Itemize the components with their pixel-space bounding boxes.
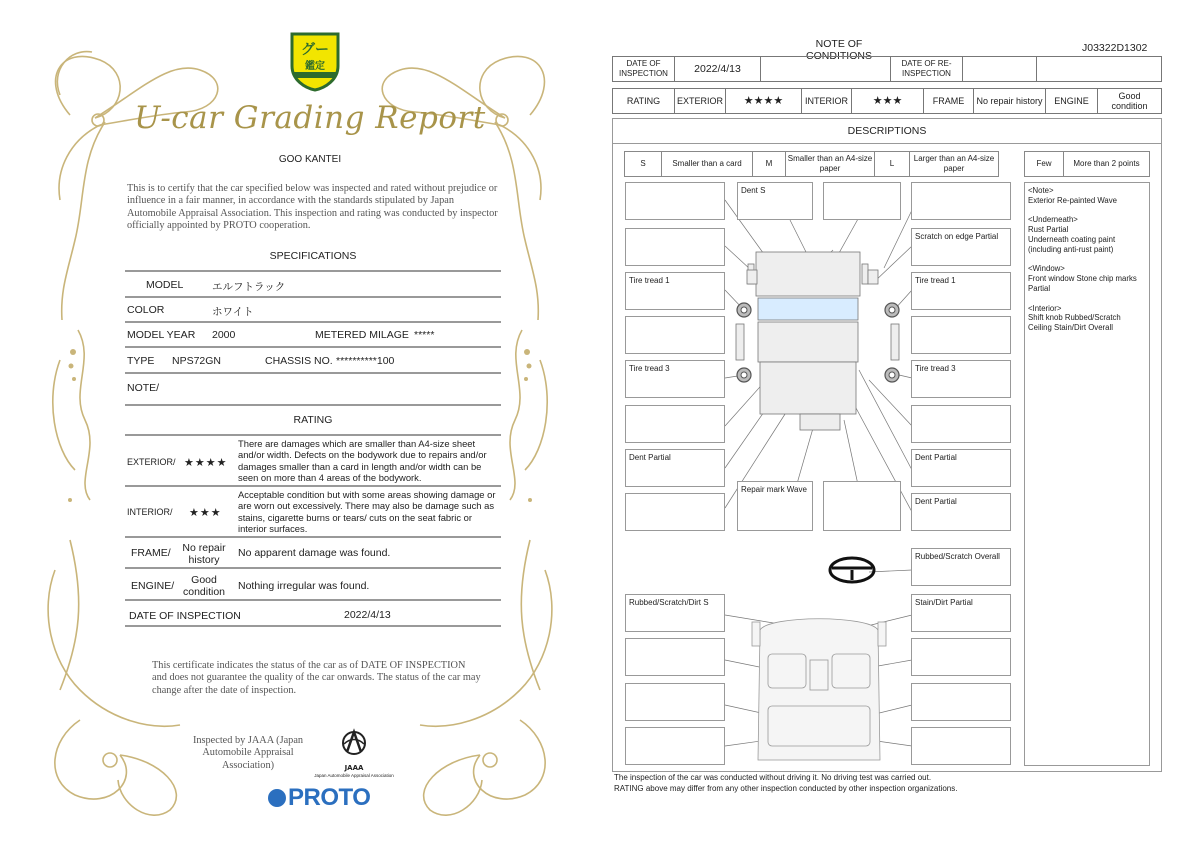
notes-line: <Underneath>	[1028, 215, 1078, 225]
goo-kantei-badge-icon	[287, 30, 343, 92]
legend-l-desc: Larger than an A4-size paper	[909, 151, 999, 177]
specifications-heading: SPECIFICATIONS	[269, 250, 357, 262]
condition-box-dent-partial-left: Dent Partial	[625, 449, 725, 487]
certificate-footer-note: This certificate indicates the status of the car as of DATE OF INSPECTION and does not guarantee the quality of the car onwards. The status of the car may change after the date of inspection.	[152, 660, 481, 696]
type-label: TYPE	[127, 355, 155, 367]
divider	[125, 599, 501, 601]
notes-line	[1028, 206, 1146, 216]
condition-box-stain-dirt: Stain/Dirt Partial	[911, 594, 1011, 632]
note-code: J03322D1302	[1082, 42, 1148, 54]
notes-line: Underneath coating paint	[1028, 234, 1116, 244]
legend-m: M	[752, 151, 786, 177]
condition-box	[625, 405, 725, 443]
jaaa-logo-icon	[338, 728, 370, 772]
divider	[125, 270, 501, 272]
notes-line: Shift knob Rubbed/Scratch	[1028, 313, 1121, 323]
divider	[125, 434, 501, 436]
exterior-label: EXTERIOR	[675, 89, 726, 114]
divider	[125, 536, 501, 538]
condition-box	[911, 727, 1011, 765]
frame-label: FRAME/	[131, 547, 171, 559]
condition-box-repair-mark: Repair mark Wave	[737, 481, 813, 531]
model-value: エルフトラック	[212, 281, 286, 293]
note-of-conditions	[604, 0, 1200, 848]
mileage-label: METERED MILAGE	[315, 329, 409, 341]
legend-s-desc: Smaller than a card	[661, 151, 753, 177]
rating-heading: RATING	[293, 414, 333, 426]
condition-box	[625, 228, 725, 266]
exterior-label: EXTERIOR/	[127, 457, 176, 467]
exterior-stars: ★★★★	[184, 457, 228, 469]
certificate-subtitle: GOO KANTEI	[278, 154, 342, 165]
condition-box-tire-tread-1-left: Tire tread 1	[625, 272, 725, 310]
svg-text:鑑定: 鑑定	[305, 61, 325, 72]
interior-description: Acceptable condition but with some areas showing damage or are worn out excessively. There may also be damage such as stains, cigarette burns or tears/ cuts on the seat fabric or interior surfaces.	[238, 489, 496, 535]
divider	[125, 404, 501, 406]
divider	[125, 372, 501, 374]
inspected-by: Inspected by JAAA (Japan Automobile Appraisal Association)	[192, 735, 304, 771]
legend-few: Few	[1024, 151, 1064, 177]
condition-box	[625, 182, 725, 220]
notes-line: (including anti-rust paint)	[1028, 244, 1114, 254]
frame-value: No repair history	[182, 542, 226, 566]
exterior-description: There are damages which are smaller than A4-size sheet and/or width. Defects on the bodywork due to repairs and/or damages smaller than a card in length and/or width can be seen on more than 4 areas of the bodywork.	[238, 438, 487, 484]
jaaa-logo-text: JAAA	[344, 764, 364, 772]
notes-line: Exterior Re-painted Wave	[1028, 195, 1117, 205]
notes-line: Ceiling Stain/Dirt Overall	[1028, 323, 1113, 333]
descriptions-heading: DESCRIPTIONS	[612, 118, 1162, 144]
condition-box-tire-tread-3-right: Tire tread 3	[911, 360, 1011, 398]
condition-box	[823, 182, 901, 220]
condition-box	[911, 683, 1011, 721]
color-label: COLOR	[127, 304, 165, 316]
date-of-reinspection-label: DATE OF RE-INSPECTION	[891, 57, 963, 82]
chassis-value: **********100	[336, 355, 395, 367]
engine-description: Nothing irregular was found.	[238, 580, 370, 592]
frame-label: FRAME	[924, 89, 974, 114]
divider	[125, 485, 501, 487]
condition-box-tire-tread-3-left: Tire tread 3	[625, 360, 725, 398]
legend-few-desc: More than 2 points	[1063, 151, 1150, 177]
note-label: NOTE/	[127, 382, 160, 394]
condition-box	[625, 683, 725, 721]
condition-box	[911, 638, 1011, 676]
proto-mark-icon	[268, 789, 286, 807]
certificate-title: U-car Grading Report	[134, 100, 486, 136]
proto-logo: PROTO	[268, 784, 370, 812]
exterior-stars: ★★★★	[726, 89, 802, 114]
notes-line: Front window Stone chip marks	[1028, 274, 1137, 284]
condition-box-dent-partial-right-2: Dent Partial	[911, 493, 1011, 531]
note-title: NOTE OF CONDITIONS	[806, 38, 872, 62]
condition-box-tire-tread-1-right: Tire tread 1	[911, 272, 1011, 310]
condition-box-dent-s: Dent S	[737, 182, 813, 220]
condition-box-rubbed-scratch-dirt: Rubbed/Scratch/Dirt S	[625, 594, 725, 632]
interior-label: INTERIOR	[802, 89, 852, 114]
divider	[125, 321, 501, 323]
type-value: NPS72GN	[172, 355, 222, 367]
legend-s: S	[624, 151, 662, 177]
condition-box-scratch-edge: Scratch on edge Partial	[911, 228, 1011, 266]
color-value: ホワイト	[212, 306, 254, 318]
notes-line: Partial	[1028, 283, 1051, 293]
condition-box	[911, 316, 1011, 354]
svg-text:グー: グー	[301, 42, 329, 58]
frame-description: No apparent damage was found.	[238, 547, 391, 559]
legend-m-desc: Smaller than an A4-size paper	[785, 151, 875, 177]
date-of-inspection-label: DATE OF INSPECTION	[613, 57, 675, 82]
date-of-inspection-value: 2022/4/13	[675, 57, 761, 82]
model-label: MODEL	[146, 279, 184, 291]
jaaa-caption: Japan Automobile Appraisal Association	[314, 773, 394, 778]
notes-line: Rust Partial	[1028, 225, 1069, 235]
divider	[125, 625, 501, 627]
engine-value: Good condition	[1098, 89, 1162, 114]
date-of-inspection-label: DATE OF INSPECTION	[129, 610, 241, 622]
condition-box	[823, 481, 901, 531]
condition-box	[625, 493, 725, 531]
mileage-value: *****	[414, 329, 435, 341]
model-year-label: MODEL YEAR	[127, 329, 196, 341]
divider	[125, 296, 501, 298]
date-of-inspection-value: 2022/4/13	[344, 609, 391, 621]
interior-stars: ★★★	[189, 507, 222, 519]
engine-label: ENGINE/	[131, 580, 175, 592]
interior-label: INTERIOR/	[127, 507, 173, 517]
note-footer	[614, 772, 957, 794]
notes-line: <Window>	[1028, 264, 1065, 274]
condition-box	[625, 316, 725, 354]
model-year-value: 2000	[212, 329, 236, 341]
condition-box	[911, 182, 1011, 220]
divider	[125, 346, 501, 348]
chassis-label: CHASSIS NO.	[265, 355, 333, 367]
engine-label: ENGINE	[1046, 89, 1098, 114]
rating-label: RATING	[613, 89, 675, 114]
notes-line	[1028, 255, 1146, 265]
interior-stars: ★★★	[852, 89, 924, 114]
note-footer-line-2: RATING above may differ from any other inspection conducted by other inspection organizations.	[614, 784, 958, 793]
note-footer-line-1: The inspection of the car was conducted without driving it. No driving test was carried out.	[614, 773, 932, 782]
notes-line	[1028, 294, 1146, 304]
legend-l: L	[874, 151, 910, 177]
notes-line: <Note>	[1028, 186, 1054, 195]
certificate-intro: This is to certify that the car specified below was inspected and rated without prejudice or influence in a fair manner, in accordance with the standards stipulated by Japan Automobile Appraisal Association. This inspection and rating was conducted by inspector officially appointed by PROTO cooperation.	[127, 183, 498, 232]
notes-line: <Interior>	[1028, 303, 1062, 313]
condition-box	[911, 405, 1011, 443]
condition-box	[625, 638, 725, 676]
condition-notes-panel	[1024, 182, 1150, 766]
condition-box-dent-partial-right: Dent Partial	[911, 449, 1011, 487]
frame-value: No repair history	[974, 89, 1046, 114]
condition-box	[625, 727, 725, 765]
condition-box-rubbed-scratch-overall: Rubbed/Scratch Overall	[911, 548, 1011, 586]
engine-value: Good condition	[182, 574, 226, 598]
divider	[125, 567, 501, 569]
